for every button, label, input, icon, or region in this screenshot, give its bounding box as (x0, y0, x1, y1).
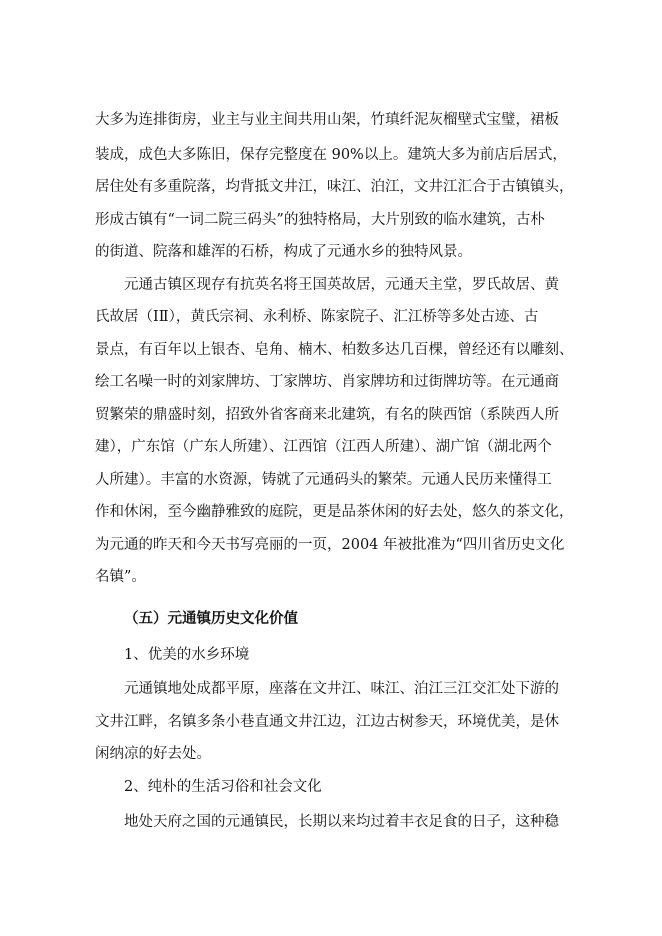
text-line: 装成，成色大多陈旧，保存完整度在 90%以上。建筑大多为前店后居式， (95, 147, 567, 163)
text-line: 人所建）。丰富的水资源，铸就了元通码头的繁荣。元通人民历来懂得工 (95, 472, 552, 488)
text-line: 元通古镇区现存有抗英名将王国英故居，元通天主堂，罗氏故居、黄 (124, 277, 559, 293)
text-line: 作和休闲，至今幽静雅致的庭院，更是品茶休闲的好去处，悠久的茶文化， (95, 504, 574, 520)
subheading: 2、纯朴的生活习俗和社会文化 (124, 779, 322, 795)
text-line: 的街道、院落和雄浑的石桥，构成了元通水乡的独特风景。 (95, 244, 472, 260)
text-line: 大多为连排街房，业主与业主间共用山架，竹瑱纤泥灰榴壁式宝璧，裙板 (95, 112, 559, 128)
text-line: 为元通的昨天和今天书写亮丽的一页，2004 年被批准为“四川省历史文化 (95, 537, 565, 553)
text-line: 贸繁荣的鼎盛时刻，招致外省客商来北建筑，有名的陕西馆（系陕西人所 (95, 407, 559, 423)
text-line: 绘工名噪一时的刘家牌坊、丁家牌坊、肖家牌坊和过街牌坊等。在元通商 (95, 374, 559, 390)
text-line: 文井江畔，名镇多条小巷直通文井江边，江边古树参天，环境优美，是休 (95, 714, 559, 730)
text-line: 闲纳凉的好去处。 (95, 746, 211, 762)
text-line: 氏故居（ⅠⅡ），黄氏宗祠、永利桥、陈家院子、汇江桥等多处古迹、古 (95, 309, 539, 325)
text-line: 元通镇地处成都平原，座落在文井江、味江、泊江三江交汇处下游的 (124, 681, 559, 697)
text-line: 地处天府之国的元通镇民，长期以来均过着丰衣足食的日子，这种稳 (124, 814, 559, 830)
subheading: 1、优美的水乡环境 (124, 647, 250, 663)
text-line: 名镇”。 (95, 569, 146, 585)
text-line: 景点，有百年以上银杏、皂角、楠木、柏数多达几百棵，曾经还有以雕刻、 (95, 342, 574, 358)
text-line: 居住处有多重院落，均背抵文井江，味江、泊江，文井江汇合于古镇镇头， (95, 179, 574, 195)
text-line: 形成古镇有“一词二院三码头”的独特格局，大片别致的临水建筑，古朴 (95, 212, 545, 228)
text-line: 建），广东馆（广东人所建）、江西馆（江西人所建）、湖广馆（湖北两个 (95, 439, 552, 455)
section-heading: （五）元通镇历史文化价值 (124, 610, 298, 627)
